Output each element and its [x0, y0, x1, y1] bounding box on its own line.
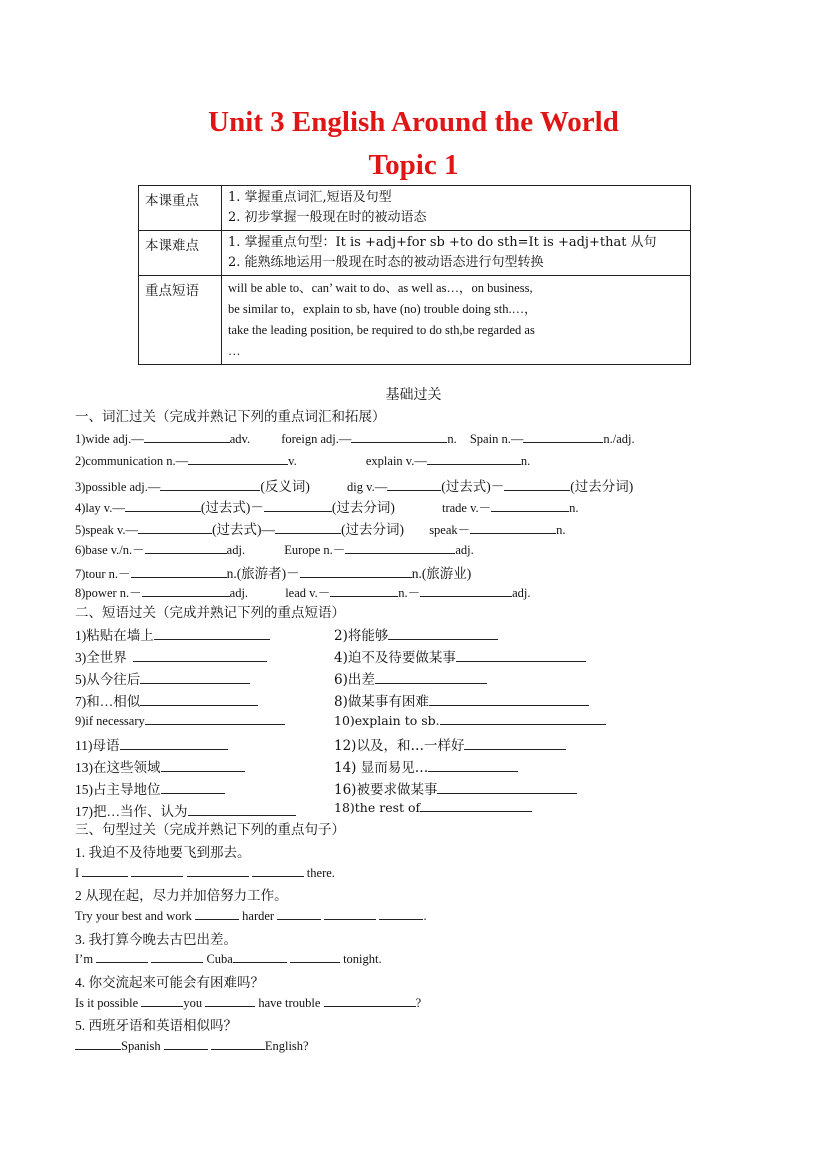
sentences-heading: 三、句型过关（完成并熟记下列的重点句子）: [75, 822, 345, 838]
answer-blank[interactable]: [145, 542, 227, 554]
answer-blank[interactable]: [125, 500, 201, 512]
answer-blank[interactable]: [388, 628, 498, 640]
phrase-item: 9)if necessary: [75, 713, 285, 729]
answer-blank[interactable]: [195, 908, 239, 920]
sentence-en-5: Spanish English?: [75, 1038, 309, 1054]
answer-blank[interactable]: [375, 672, 487, 684]
phrase-item: 11)母语: [75, 734, 228, 754]
answer-blank[interactable]: [82, 865, 128, 877]
answer-blank[interactable]: [154, 628, 270, 640]
title-line-2: Topic 1: [368, 149, 459, 181]
phrase-item: 7)和…相似: [75, 690, 258, 710]
phrase-item: 17)把…当作、认为: [75, 800, 296, 820]
answer-blank[interactable]: [379, 908, 423, 920]
answer-blank[interactable]: [205, 995, 255, 1007]
answer-blank[interactable]: [188, 453, 288, 465]
vocab-row-1: 1)wide adj.— adv. foreign adj.— n. Spain n.— n./adj.: [75, 432, 635, 446]
sentence-cn-3: 3. 我打算今晚去古巴出差。: [75, 932, 237, 947]
phrases-heading: 二、短语过关（完成并熟记下列的重点短语）: [75, 605, 345, 621]
answer-blank[interactable]: [420, 585, 512, 597]
vocab-row-7: 7)tour n.－ n.(旅游者)－ n.(旅游业): [75, 566, 472, 581]
phrase-line: be similar to，explain to sb, have (no) trouble doing sth.…，: [228, 302, 537, 316]
sentence-en-1: I there.: [75, 866, 335, 880]
section-title: 基础过关: [385, 387, 442, 403]
phrase-item: 18)the rest of: [334, 800, 532, 815]
phrase-item: 2)将能够: [334, 624, 498, 644]
answer-blank[interactable]: [141, 995, 183, 1007]
answer-blank[interactable]: [131, 566, 227, 578]
answer-blank[interactable]: [142, 585, 230, 597]
vocab-row-5: 5)speak v.— (过去式)— (过去分词) speak－ n.: [75, 522, 566, 537]
answer-blank[interactable]: [138, 522, 212, 534]
phrase-item: 15)占主导地位: [75, 778, 225, 798]
sentence-en-4: Is it possible you have trouble ?: [75, 996, 422, 1010]
phrase-item: 3)全世界: [75, 646, 267, 666]
answer-blank[interactable]: [427, 453, 521, 465]
answer-blank[interactable]: [440, 713, 606, 725]
answer-blank[interactable]: [140, 694, 258, 706]
answer-blank[interactable]: [277, 908, 321, 920]
key-points-table: [138, 185, 691, 365]
answer-blank[interactable]: [429, 694, 589, 706]
phrase-item: 10)explain to sb.: [334, 713, 606, 728]
difficult-point-line: 2. 能熟练地运用一般现在时态的被动语态进行句型转换: [228, 255, 544, 270]
phrase-line: take the leading position, be required to do sth,be regarded as: [228, 323, 535, 337]
answer-blank[interactable]: [252, 865, 304, 877]
sentence-cn-4: 4. 你交流起来可能会有困难吗？: [75, 975, 264, 990]
phrase-item: 8)做某事有困难: [334, 690, 589, 710]
answer-blank[interactable]: [188, 804, 296, 816]
answer-blank[interactable]: [120, 738, 228, 750]
answer-blank[interactable]: [140, 672, 250, 684]
answer-blank[interactable]: [324, 995, 416, 1007]
answer-blank[interactable]: [420, 800, 532, 812]
answer-blank[interactable]: [75, 1038, 121, 1050]
label-difficult-points: 本课难点: [139, 231, 222, 276]
phrase-line: will be able to、can’ wait to do、as well as…，on business,: [228, 281, 533, 295]
key-point-line: 1. 掌握重点词汇,短语及句型: [228, 190, 392, 205]
label-key-phrases: 重点短语: [139, 276, 222, 365]
sentence-en-2: Try your best and work harder .: [75, 909, 427, 923]
answer-blank[interactable]: [145, 713, 285, 725]
phrase-item: 14) 显而易见…: [334, 756, 518, 776]
answer-blank[interactable]: [151, 951, 203, 963]
answer-blank[interactable]: [161, 760, 245, 772]
sentence-cn-1: 1. 我迫不及待地要飞到那去。: [75, 845, 251, 860]
answer-blank[interactable]: [264, 500, 332, 512]
key-point-line: 2. 初步掌握一般现在时的被动语态: [228, 210, 427, 225]
phrase-item: 6)出差: [334, 668, 487, 688]
answer-blank[interactable]: [351, 431, 447, 443]
vocab-row-4: 4)lay v.— (过去式)－ (过去分词) trade v.－ n.: [75, 500, 579, 515]
answer-blank[interactable]: [275, 522, 341, 534]
phrase-item: 16)被要求做某事: [334, 778, 577, 798]
answer-blank[interactable]: [133, 650, 267, 662]
answer-blank[interactable]: [211, 1038, 265, 1050]
title-line-1: Unit 3 English Around the World: [208, 106, 619, 138]
answer-blank[interactable]: [464, 738, 566, 750]
answer-blank[interactable]: [470, 522, 556, 534]
answer-blank[interactable]: [160, 479, 260, 491]
answer-blank[interactable]: [456, 650, 586, 662]
phrase-item: 12)以及，和…一样好: [334, 734, 566, 754]
phrase-item: 5)从今往后: [75, 668, 250, 688]
answer-blank[interactable]: [491, 500, 569, 512]
answer-blank[interactable]: [437, 782, 577, 794]
answer-blank[interactable]: [187, 865, 249, 877]
phrase-item: 13)在这些领域: [75, 756, 245, 776]
answer-blank[interactable]: [345, 542, 455, 554]
phrase-line: …: [228, 344, 241, 358]
vocab-row-2: 2)communication n.— v. explain v.— n.: [75, 454, 531, 468]
answer-blank[interactable]: [164, 1038, 208, 1050]
answer-blank[interactable]: [131, 865, 183, 877]
sentence-cn-5: 5. 西班牙语和英语相似吗？: [75, 1018, 237, 1033]
difficult-point-line: 1. 掌握重点句型：It is +adj+for sb +to do sth=It is +adj+that 从句: [228, 235, 657, 250]
answer-blank[interactable]: [523, 431, 603, 443]
vocab-row-8: 8)power n.－ adj. lead v.－ n.－ adj.: [75, 586, 531, 600]
answer-blank[interactable]: [428, 760, 518, 772]
phrase-item: 1)粘贴在墙上: [75, 624, 270, 644]
vocab-row-6: 6)base v./n.－ adj. Europe n.－ adj.: [75, 543, 474, 557]
answer-blank[interactable]: [504, 479, 570, 491]
phrase-item: 4)迫不及待要做某事: [334, 646, 586, 666]
sentence-cn-2: 2 从现在起，尽力并加倍努力工作。: [75, 888, 288, 903]
answer-blank[interactable]: [300, 566, 412, 578]
answer-blank[interactable]: [387, 479, 441, 491]
sentence-en-3: I’m Cuba tonight.: [75, 952, 382, 966]
answer-blank[interactable]: [233, 951, 287, 963]
vocab-heading: 一、词汇过关（完成并熟记下列的重点词汇和拓展）: [75, 409, 386, 425]
vocab-row-3: 3)possible adj.— (反义词) dig v.— (过去式)－ (过去分词): [75, 479, 634, 494]
label-key-points: 本课重点: [139, 186, 222, 231]
answer-blank[interactable]: [96, 951, 148, 963]
answer-blank[interactable]: [144, 431, 230, 443]
answer-blank[interactable]: [161, 782, 225, 794]
answer-blank[interactable]: [290, 951, 340, 963]
answer-blank[interactable]: [330, 585, 398, 597]
answer-blank[interactable]: [324, 908, 376, 920]
